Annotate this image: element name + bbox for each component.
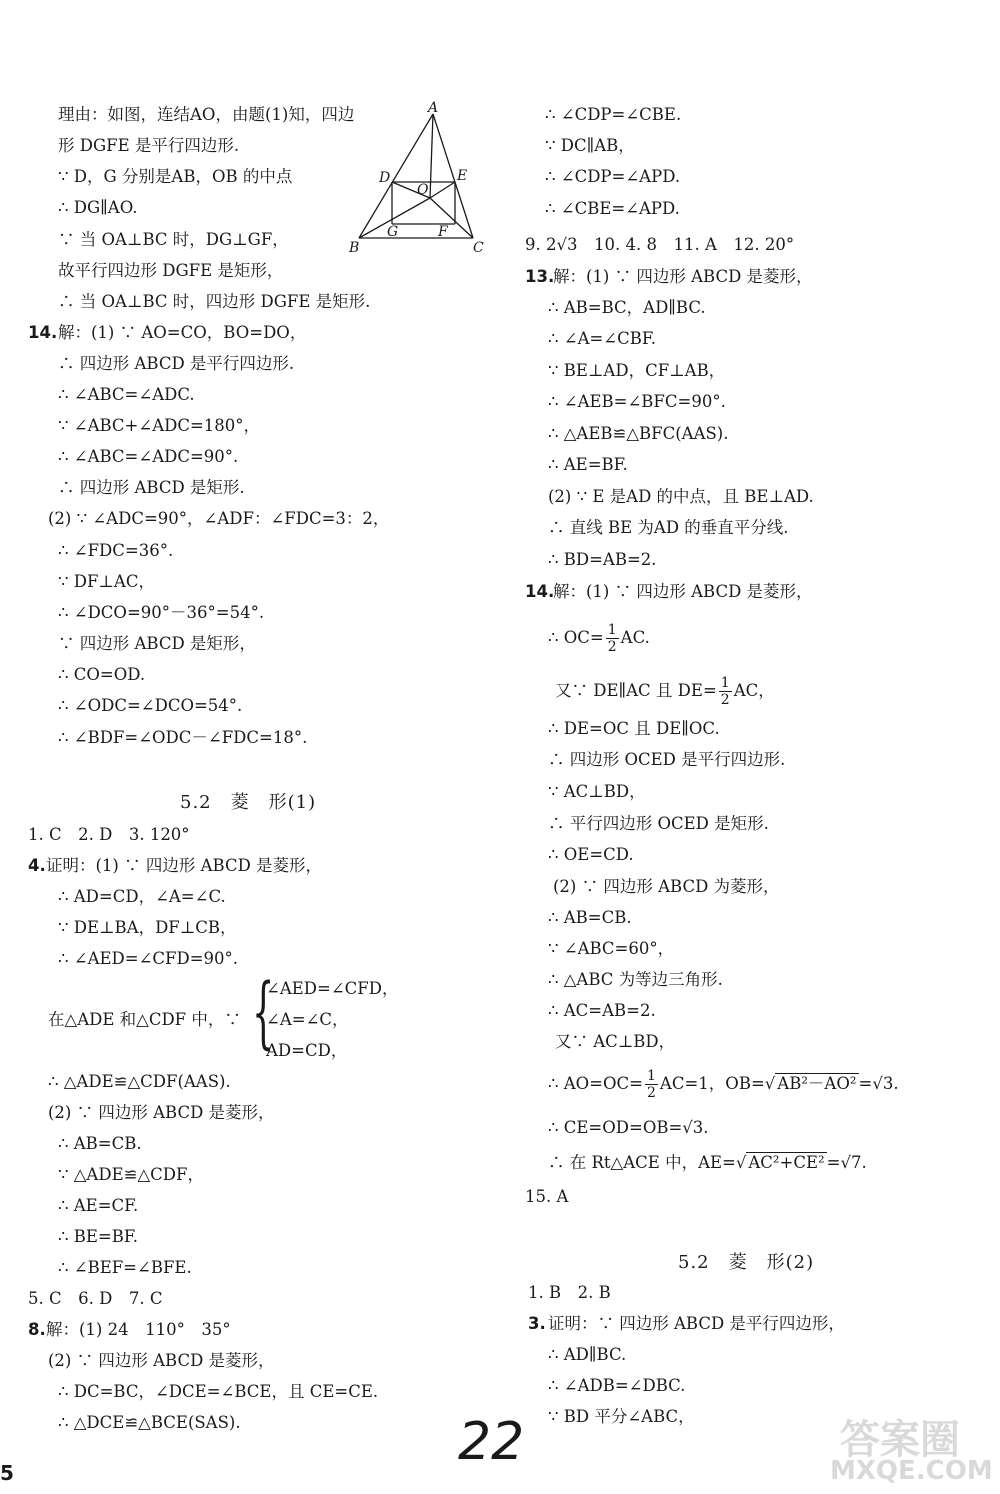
text-fragment: ∴ OC= [548, 628, 604, 647]
text-line: ∴ AB=BC，AD∥BC. [548, 298, 706, 317]
text-line: (2) ∵ E 是AD 的中点，且 BE⊥AD. [548, 487, 814, 506]
question-number: 3. [528, 1314, 546, 1333]
text-line: ∴ ∠CDP=∠APD. [545, 167, 681, 186]
text-line: 解：(1) ∵ 四边形 ABCD 是菱形， [553, 582, 813, 601]
text-line: ∴ AB=CB. [58, 1134, 142, 1153]
text-line: ∴ ∠ADB=∠DBC. [548, 1376, 686, 1395]
answer-line: 1. B 2. B [528, 1283, 611, 1302]
question-number: 4. [28, 856, 46, 875]
text-line: 解：(1) 24 110° 35° [46, 1320, 231, 1339]
text-line: ∴ AC=AB=2. [548, 1001, 656, 1020]
text-line: 理由：如图，连结AO，由题(1)知，四边 [58, 105, 355, 124]
text-line: ∵ ∠ABC+∠ADC=180°， [58, 416, 261, 435]
text-line: ∴ 四边形 OCED 是平行四边形. [548, 750, 786, 769]
watermark-bottom: MXQE.COM [830, 1456, 993, 1486]
fraction-half: $\frac{1}{2}$ [607, 622, 617, 655]
fraction-half: $\frac{1}{2}$ [647, 1068, 656, 1101]
text-line: ∴ ∠BEF=∠BFE. [58, 1258, 192, 1277]
text-line: (2) ∵ 四边形 ABCD 是菱形， [48, 1351, 275, 1370]
point-label-F: F [438, 224, 448, 240]
point-label-A: A [428, 100, 439, 116]
text-line: 证明：(1) ∵ 四边形 ABCD 是菱形， [46, 856, 323, 875]
text-line: ∴ AD∥BC. [548, 1345, 627, 1364]
corner-mark: 5 [0, 1461, 14, 1485]
point-label-D: D [379, 170, 391, 186]
text-line: 在△ADE 和△CDF 中，∵ [48, 1010, 241, 1029]
brace: { [252, 968, 275, 1058]
radicand: AB²－AO² [777, 1074, 857, 1093]
answer-line: 9. 2√3 10. 4. 8 11. A 12. 20° [525, 235, 795, 254]
answer-line: 15. A [525, 1187, 569, 1206]
text-line: ∴ ∠AED=∠CFD=90°. [58, 949, 239, 968]
text-line: ∴ DG∥AO. [58, 198, 138, 217]
text-line: ∵ 四边形 ABCD 是矩形， [58, 634, 256, 653]
text-fragment: ∴ AO=OC= [548, 1074, 643, 1093]
text-line: 证明：∵ 四边形 ABCD 是平行四边形， [548, 1314, 845, 1333]
system-line: ∠A=∠C， [266, 1010, 349, 1029]
text-line: ∵ AC⊥BD， [548, 782, 646, 801]
text-fragment: =√3. [858, 1074, 899, 1093]
text-line: (2) ∵ ∠ADC=90°，∠ADF：∠FDC=3：2， [48, 509, 390, 528]
text-line: ∴ ∠FDC=36°. [58, 541, 174, 560]
text-line: ∴ AD=CD，∠A=∠C. [58, 887, 226, 906]
text-line: ∵ DF⊥AC， [58, 572, 155, 591]
question-number: 14. [525, 582, 555, 601]
section-title: 5.2 菱 形(1) [180, 792, 317, 813]
text-line: ∴ OE=CD. [548, 845, 634, 864]
text-line: ∴ BE=BF. [58, 1227, 138, 1246]
text-line: 解：(1) ∵ 四边形 ABCD 是菱形， [553, 267, 813, 286]
answer-line: 5. C 6. D 7. C [28, 1289, 163, 1308]
geometry-figure [345, 100, 495, 260]
text-line: ∵ △ADE≌△CDF， [58, 1165, 204, 1184]
text-line: ∴ AO=OC= $\frac{1}{2}$ AC=1，OB=√ AB²－AO² =√3. [548, 1068, 899, 1101]
text-fragment: 又∵ DE∥AC 且 DE= [555, 681, 717, 700]
text-fragment: AC， [733, 681, 775, 700]
text-line: ∴ ∠CDP=∠CBE. [545, 105, 682, 124]
system-line: AD=CD， [266, 1041, 348, 1060]
text-fragment: AC=1，OB= [659, 1074, 765, 1093]
point-label-O: O [417, 182, 429, 198]
fraction-half: $\frac{1}{2}$ [720, 675, 730, 708]
question-number: 14. [28, 323, 58, 342]
point-label-E: E [457, 168, 468, 184]
text-line: 故平行四边形 DGFE 是矩形， [58, 261, 284, 280]
text-line: ∵ DC∥AB， [545, 136, 635, 155]
point-label-G: G [387, 224, 399, 240]
text-line: 又∵ AC⊥BD， [555, 1032, 676, 1051]
text-line: ∴ ∠ODC=∠DCO=54°. [58, 696, 243, 715]
text-line [548, 622, 650, 655]
text-line: ∴ 四边形 ABCD 是平行四边形. [58, 354, 295, 373]
text-line: ∴ ∠AEB=∠BFC=90°. [548, 392, 726, 411]
point-label-C: C [473, 240, 484, 256]
question-number: 8. [28, 1320, 46, 1339]
text-line: ∴ 当 OA⊥BC 时，四边形 DGFE 是矩形. [58, 292, 371, 311]
text-line: ∴ △ADE≌△CDF(AAS). [48, 1072, 231, 1091]
text-line: ∴ ∠A=∠CBF. [548, 329, 657, 348]
text-line: ∴ 四边形 ABCD 是矩形. [58, 478, 245, 497]
text-fragment: AC. [620, 628, 650, 647]
text-line: ∴ ∠ABC=∠ADC. [58, 385, 195, 404]
text-line: ∵ D，G 分别是AB，OB 的中点 [58, 167, 293, 186]
text-line: ∴ 平行四边形 OCED 是矩形. [548, 814, 769, 833]
text-line: ∴ CE=OD=OB=√3. [548, 1118, 709, 1137]
text-line: (2) ∵ 四边形 ABCD 是菱形， [48, 1103, 275, 1122]
text-line: ∴ ∠CBE=∠APD. [545, 199, 680, 218]
watermark-top: 答案圈 [840, 1417, 960, 1463]
system-line: ∠AED=∠CFD， [266, 979, 399, 998]
text-line: ∵ BE⊥AD，CF⊥AB， [548, 361, 726, 380]
radicand: AC²+CE² [748, 1153, 825, 1172]
text-line: ∴ AE=CF. [58, 1196, 139, 1215]
text-line: ∵ BD 平分∠ABC， [548, 1407, 695, 1426]
text-line: ∴ 在 Rt△ACE 中，AE=√ AC²+CE² =√7. [548, 1153, 867, 1172]
text-line: ∴ DE=OC 且 DE∥OC. [548, 719, 720, 738]
text-line: ∴ △DCE≌△BCE(SAS). [58, 1413, 241, 1432]
text-line: ∴ 直线 BE 为AD 的垂直平分线. [548, 518, 789, 537]
text-line: ∴ BD=AB=2. [548, 550, 657, 569]
text-line: ∴ DC=BC，∠DCE=∠BCE，且 CE=CE. [58, 1382, 379, 1401]
text-line: ∴ AB=CB. [548, 908, 632, 927]
text-line: ∴ △AEB≌△BFC(AAS). [548, 424, 729, 443]
text-line [555, 675, 775, 708]
text-fragment: =√7. [826, 1153, 867, 1172]
point-label-B: B [349, 240, 360, 256]
text-line: ∵ 当 OA⊥BC 时，DG⊥GF， [58, 230, 289, 249]
text-line: ∴ CO=OD. [58, 665, 146, 684]
text-line: ∵ DE⊥BA，DF⊥CB， [58, 918, 237, 937]
text-line: (2) ∵ 四边形 ABCD 为菱形， [553, 877, 780, 896]
text-fragment: ∴ 在 Rt△ACE 中，AE= [548, 1153, 736, 1172]
text-line: 解：(1) ∵ AO=CO，BO=DO， [58, 323, 307, 342]
text-line: 形 DGFE 是平行四边形. [58, 136, 240, 155]
page-number: 22 [458, 1412, 525, 1472]
text-line: ∴ ∠DCO=90°－36°=54°. [58, 603, 265, 622]
text-line: ∴ ∠BDF=∠ODC－∠FDC=18°. [58, 728, 308, 747]
text-line: ∴ AE=BF. [548, 455, 628, 474]
text-line: ∴ △ABC 为等边三角形. [548, 970, 723, 989]
text-line: ∵ ∠ABC=60°， [548, 939, 675, 958]
text-line: ∴ ∠ABC=∠ADC=90°. [58, 447, 239, 466]
section-title: 5.2 菱 形(2) [678, 1252, 815, 1273]
question-number: 13. [525, 267, 555, 286]
answer-line: 1. C 2. D 3. 120° [28, 825, 190, 844]
